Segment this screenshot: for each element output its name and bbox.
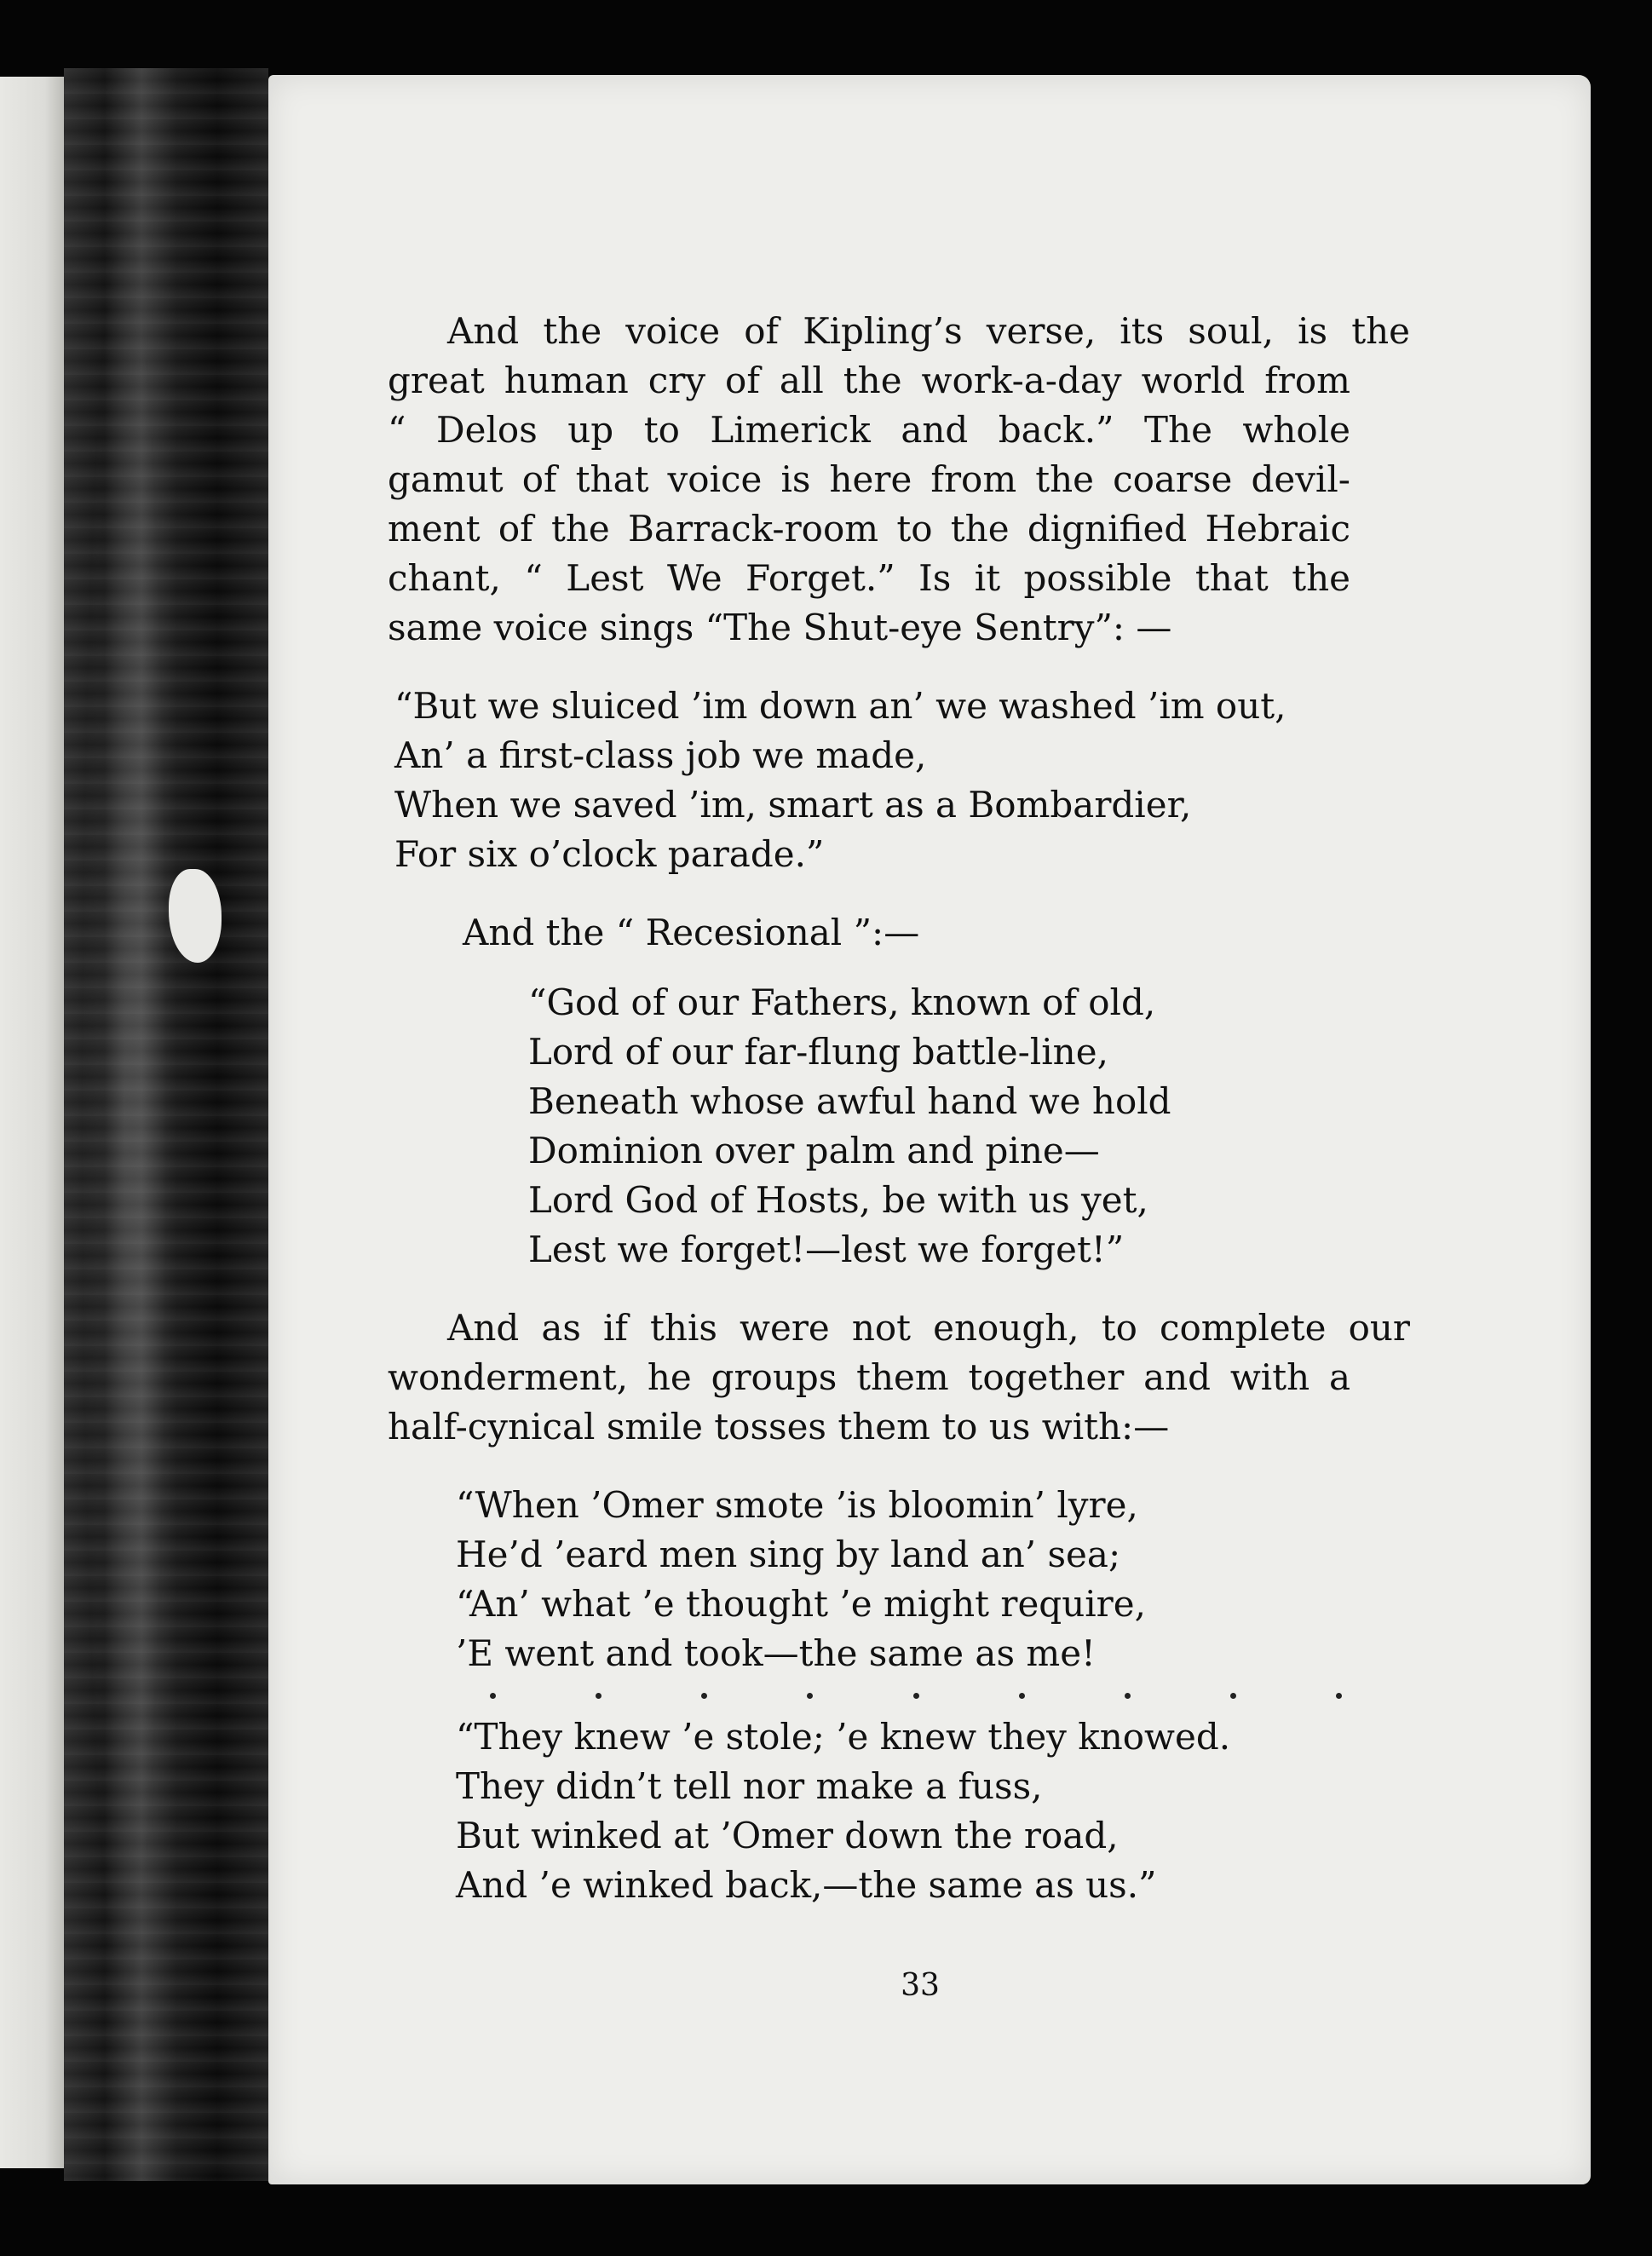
text-line: “ Delos up to Limerick and back.” The whole xyxy=(388,409,1350,451)
verse-line: He’d ’eard men sing by land an’ sea; xyxy=(456,1534,1121,1575)
ellipsis-dot xyxy=(596,1693,602,1699)
page-number: 33 xyxy=(901,1968,940,2003)
spacer xyxy=(388,653,1367,682)
verse-line: Lest we forget!—lest we forget!” xyxy=(528,1229,1125,1270)
verse-line: “An’ what ’e thought ’e might require, xyxy=(456,1583,1146,1625)
text-line: half-cynical smile tosses them to us with:— xyxy=(388,1406,1170,1447)
text-line: And as if this were not enough, to complete our xyxy=(447,1307,1410,1349)
spacer xyxy=(388,879,1367,908)
ellipsis-dot xyxy=(1230,1693,1236,1699)
text-line: gamut of that voice is here from the coarse devil- xyxy=(388,458,1350,500)
verse-line: They didn’t tell nor make a fuss, xyxy=(456,1765,1043,1807)
spine-highlight xyxy=(82,213,167,2002)
spacer xyxy=(388,958,1367,978)
text-line: same voice sings “The Shut-eye Sentry”: — xyxy=(388,607,1172,648)
text-line: And the voice of Kipling’s verse, its soul, is the xyxy=(447,310,1410,352)
ellipsis-dot xyxy=(1019,1693,1025,1699)
ellipsis-row xyxy=(490,1678,1342,1712)
verse-line: “They knew ’e stole; ’e knew they knowed. xyxy=(456,1716,1231,1758)
verse-line: ’E went and took—the same as me! xyxy=(456,1632,1096,1674)
spacer xyxy=(388,1452,1367,1481)
paragraph-kipling-voice xyxy=(388,307,1410,653)
ellipsis-dot xyxy=(913,1693,919,1699)
verse-line: “When ’Omer smote ’is bloomin’ lyre, xyxy=(456,1484,1138,1526)
quote-omer-stanza-2 xyxy=(388,1712,1367,1910)
verse-line: Beneath whose awful hand we hold xyxy=(528,1080,1171,1122)
quote-omer-stanza-1 xyxy=(388,1481,1367,1678)
verse-line: But winked at ’Omer down the road, xyxy=(456,1815,1119,1856)
spacer xyxy=(388,1275,1367,1304)
verse-line: Lord of our far-flung battle-line, xyxy=(528,1031,1108,1073)
text-line: ment of the Barrack-room to the dignified Hebraic xyxy=(388,508,1350,550)
verse-line: “God of our Fathers, known of old, xyxy=(528,981,1156,1023)
verse-line: And ’e winked back,—the same as us.” xyxy=(456,1864,1157,1906)
ellipsis-dot xyxy=(1336,1693,1342,1699)
verse-line: An’ a first-class job we made, xyxy=(394,734,927,776)
verse-line: “But we sluiced ’im down an’ we washed ’im out, xyxy=(394,685,1286,727)
text-line: wonderment, he groups them together and with a xyxy=(388,1356,1350,1398)
verse-line: For six o’clock parade.” xyxy=(394,833,825,875)
paragraph-wonderment xyxy=(388,1304,1410,1452)
text-line: chant, “ Lest We Forget.” Is it possible that the xyxy=(388,557,1350,599)
page-text xyxy=(388,307,1410,1910)
ellipsis-dot xyxy=(701,1693,707,1699)
ellipsis-dot xyxy=(807,1693,813,1699)
verse-line: Lord God of Hosts, be with us yet, xyxy=(528,1179,1148,1221)
facing-page-edge xyxy=(0,77,64,2168)
recessional-intro: And the “ Recesional ”:— xyxy=(463,912,920,953)
quote-shut-eye-sentry xyxy=(388,682,1367,879)
verse-line: When we saved ’im, smart as a Bombardier, xyxy=(394,784,1192,826)
quote-recessional xyxy=(388,978,1367,1275)
ellipsis-dot xyxy=(490,1693,496,1699)
text-line: great human cry of all the work-a-day world from xyxy=(388,360,1350,401)
ellipsis-dot xyxy=(1125,1693,1131,1699)
verse-line: Dominion over palm and pine— xyxy=(528,1130,1100,1171)
